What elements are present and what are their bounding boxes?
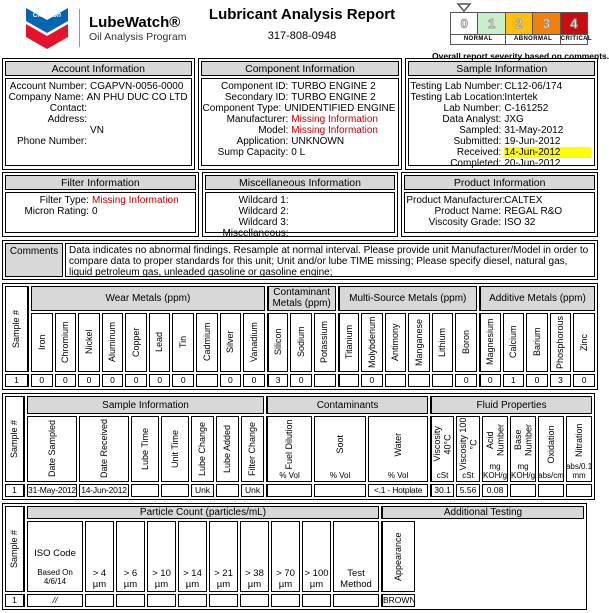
field-row (410, 92, 591, 103)
field-label: Phone Number: (17, 136, 88, 147)
field-row (203, 125, 396, 136)
value-micron-4 (85, 594, 114, 607)
metal-value-cell: 0 (479, 374, 501, 387)
field-label: Account Number: (9, 81, 88, 92)
severity-level-4: 4 (560, 13, 587, 34)
metal-column-header: Vanadium (243, 313, 265, 372)
field-row (406, 217, 591, 228)
value-lube-added (216, 484, 239, 497)
field-row (7, 206, 192, 217)
metal-value-cell (408, 374, 430, 387)
field-value: JXG (504, 114, 524, 125)
group-header-additive-metals: Additive Metals (ppm) (479, 286, 595, 311)
field-label: Manufacturer: (226, 114, 289, 125)
field-value (292, 195, 392, 206)
field-row (410, 81, 591, 92)
panel-body (201, 78, 400, 166)
chevron-logo-icon (24, 7, 70, 49)
field-label: Sampled: (459, 125, 502, 136)
panel-title: Component Information (201, 61, 400, 76)
field-label: Testing Lab Location: (410, 92, 505, 103)
particle-column-header-row (5, 521, 584, 592)
metal-column-header: Calcium (503, 313, 525, 372)
field-value: UNKNOWN (291, 136, 345, 147)
field-row (406, 206, 591, 217)
value-date-received: 14-Jun-2012 (79, 484, 129, 497)
sample-number-header: Sample # (5, 286, 29, 372)
field-value: CL12-06/174 (504, 81, 563, 92)
column-header-micron-10: > 10 µm (147, 521, 176, 592)
metal-column-header: Antimony (385, 313, 407, 372)
metal-column-header: Iron (31, 313, 53, 372)
metal-value-cell (196, 374, 218, 387)
field-label: Received: (456, 147, 502, 158)
report-number: 317-808-0948 (267, 30, 337, 42)
metal-value-cell: 0 (455, 374, 477, 387)
value-test-method (333, 594, 379, 607)
value-soot (314, 484, 366, 497)
field-label: Filter Type: (39, 195, 89, 206)
field-row (7, 92, 188, 103)
column-header-viscosity-100: Viscosity 100 °C cSt (456, 416, 480, 482)
metal-value-cell: 0 (172, 374, 194, 387)
field-value: AN PHU DUC CO LTD (86, 92, 188, 103)
column-header-lube-added: Lube Added (216, 416, 239, 482)
report-header (2, 2, 609, 61)
value-viscosity-40: 30.1 (430, 484, 454, 497)
metal-column-header: Titanium (338, 313, 360, 372)
field-label: Product Name: (434, 206, 502, 217)
metal-value-cell: 0 (526, 374, 548, 387)
severity-caption: Overall report severity based on comments. (432, 51, 609, 61)
column-header-micron-6: > 6 µm (116, 521, 145, 592)
column-header-acid-number: Acid Number mg KOH/g (482, 416, 508, 482)
field-row (203, 103, 396, 114)
metal-value-cell: 0 (243, 374, 265, 387)
metal-value-cell: 0 (125, 374, 147, 387)
field-label: Submitted: (453, 136, 502, 147)
metal-value-cell: 0 (361, 374, 383, 387)
value-lube-time (131, 484, 159, 497)
column-header-date-sampled: Date Sampled (27, 416, 77, 482)
value-nitration (566, 484, 592, 497)
field-value-highlighted: 14-Jun-2012 (504, 147, 591, 158)
field-label (7, 125, 90, 136)
field-row (203, 147, 396, 158)
metals-group-header-row (5, 286, 595, 311)
comments-text: Data indicates no abnormal findings. Resample at normal interval. Please provide unit Manufacturer/Model in order to compare data to proper standards for this unit; Unit and/or lube TIME missing; Please specify diesel, natural gas, liquid petroleum gas, unleaded gasoline or gasoline engine; (65, 243, 595, 277)
field-label: Component Type: (202, 103, 282, 114)
panel-body (5, 192, 196, 233)
page-title: Lubricant Analysis Report (208, 6, 396, 23)
field-value: TURBO ENGINE 2 (291, 92, 376, 103)
field-value (90, 103, 188, 114)
severity-band-normal: NORMAL (463, 36, 493, 42)
field-label: Data Analyst: (442, 114, 502, 125)
particle-count-table (2, 503, 587, 610)
field-label: Model: (258, 125, 289, 136)
column-header-iso-code: ISO Code Based On 4/6/14 (27, 521, 83, 592)
value-viscosity-100: 5.56 (456, 484, 480, 497)
brand-divider (79, 9, 80, 47)
severity-level-3: 3 (532, 13, 559, 34)
field-value: CALTEX (504, 195, 543, 206)
metal-column-header: Nickel (78, 313, 100, 372)
column-header-test-method: Test Method (333, 521, 379, 592)
column-header-date-received: Date Received (79, 416, 129, 482)
column-header-unit-time: Unit Time (161, 416, 189, 482)
group-header-contaminants: Contaminants (266, 396, 428, 414)
metal-column-header: Copper (125, 313, 147, 372)
component-information-panel (198, 58, 403, 170)
metal-value-cell: 0 (31, 374, 53, 387)
metal-value-cell: 0 (220, 374, 242, 387)
column-header-oxidation: Oxidation abs/cm (538, 416, 564, 482)
metal-column-header: Potassium (314, 313, 336, 372)
value-iso-code: // (27, 594, 83, 607)
field-row (207, 206, 392, 217)
value-micron-14 (178, 594, 207, 607)
value-base-number (510, 484, 536, 497)
field-label: Sump Capacity: (217, 147, 289, 158)
field-label: Secondary ID: (224, 92, 289, 103)
severity-boxes (450, 12, 588, 35)
metal-value-cell: 0 (78, 374, 100, 387)
column-header-micron-14: > 14 µm (178, 521, 207, 592)
value-fuel-dilution (266, 484, 312, 497)
field-value: ISO 32 (504, 217, 536, 228)
field-row (410, 125, 591, 136)
value-unit-time (161, 484, 189, 497)
metal-column-header: Cadmium (196, 313, 218, 372)
field-label: Viscosity Grade: (428, 217, 502, 228)
metal-column-header: Zinc (573, 313, 595, 372)
metal-column-header: Sodium (290, 313, 312, 372)
field-value-missing: Missing Information (91, 195, 179, 206)
filter-information-panel (2, 172, 199, 237)
field-value: CGAPVN-0056-0000 (90, 81, 184, 92)
severity-scale (432, 3, 609, 61)
sample-information-panel (405, 58, 598, 170)
field-value: VN (90, 125, 104, 136)
sample-number-cell: 1 (5, 374, 29, 387)
field-value-missing: Missing Information (291, 125, 378, 136)
field-row (7, 103, 188, 114)
metal-value-cell: 0 (290, 374, 312, 387)
metal-value-cell: 1 (503, 374, 525, 387)
column-header-nitration: Nitration abs/0.1 mm (566, 416, 592, 482)
sample-number-cell: 1 (5, 594, 25, 607)
severity-pointer-icon (456, 3, 472, 12)
column-header-appearance: Appearance (381, 521, 415, 592)
metal-value-cell (385, 374, 407, 387)
column-header-micron-100: > 100 µm (302, 521, 331, 592)
metal-column-header: Molybdenum (361, 313, 383, 372)
field-value (90, 136, 188, 147)
chevron-logo-text: Chevron (32, 12, 62, 19)
severity-level-0: 0 (451, 13, 477, 34)
sample-number-cell: 1 (5, 484, 25, 497)
field-value (292, 206, 392, 217)
field-label: Completed: (450, 158, 502, 169)
field-row (203, 114, 396, 125)
metal-column-header: Barium (526, 313, 548, 372)
field-row (207, 195, 392, 206)
sample-column-header-row (5, 416, 592, 482)
panel-body (205, 192, 396, 239)
severity-band-labels (450, 35, 592, 45)
field-value: REGAL R&O (504, 206, 563, 217)
field-row (7, 125, 188, 136)
field-row (7, 81, 188, 92)
info-panels-row-2 (2, 172, 598, 237)
group-header-additional-testing: Additional Testing (381, 506, 584, 519)
severity-band-critical: CRITICAL (560, 36, 592, 42)
sample-group-header-row (5, 396, 592, 414)
metal-column-header: Lead (149, 313, 171, 372)
additional-testing-empty-area (417, 521, 584, 607)
column-header-lube-time: Lube Time (131, 416, 159, 482)
field-value: Intertek (504, 92, 538, 103)
column-header-filter-change: Filter Change (241, 416, 264, 482)
field-row (207, 217, 392, 228)
column-header-fuel-dilution: Fuel Dilution % Vol (266, 416, 312, 482)
particle-group-header-row (5, 506, 584, 519)
value-micron-38 (240, 594, 269, 607)
column-header-water: Water % Vol (368, 416, 428, 482)
info-panels-row-1 (2, 58, 598, 170)
field-label: Testing Lab Number: (410, 81, 503, 92)
value-oxidation (538, 484, 564, 497)
title-block (152, 6, 452, 42)
value-micron-70 (271, 594, 300, 607)
value-date-sampled: 31-May-2012 (28, 485, 76, 495)
field-value: UNIDENTIFIED ENGINE (284, 103, 396, 114)
value-lube-change: Unk (191, 484, 214, 497)
metal-column-header: Magnesium (479, 313, 501, 372)
field-row (203, 136, 396, 147)
field-label: Wildcard 1: (238, 195, 289, 206)
field-value (90, 114, 188, 125)
value-micron-10 (147, 594, 176, 607)
field-value: 31-May-2012 (504, 125, 564, 136)
column-header-soot: Soot % Vol (314, 416, 366, 482)
value-micron-21 (209, 594, 238, 607)
value-water: <.1 - Hotplate (368, 484, 428, 497)
group-header-sample-information: Sample Information (27, 396, 264, 414)
metal-column-header: Silicon (267, 313, 289, 372)
metal-value-cell: 0 (149, 374, 171, 387)
brand-name: LubeWatch® (89, 13, 181, 31)
field-value (292, 228, 392, 239)
metal-column-header: Phosphorous (550, 313, 572, 372)
metals-data-row (5, 374, 595, 387)
miscellaneous-information-panel (202, 172, 399, 237)
value-appearance: BROWN (383, 595, 416, 605)
metal-value-cell: 0 (55, 374, 77, 387)
field-label: Wildcard 2: (238, 206, 289, 217)
value-acid-number: 0.08 (482, 484, 508, 497)
group-header-fluid-properties: Fluid Properties (430, 396, 592, 414)
column-header-micron-21: > 21 µm (209, 521, 238, 592)
column-header-lube-change: Lube Change (191, 416, 214, 482)
field-label: Wildcard 3: (238, 217, 289, 228)
metal-value-cell (338, 374, 360, 387)
column-header-base-number: Base Number mg KOH/g (510, 416, 536, 482)
panel-body (404, 192, 595, 233)
field-row (410, 147, 591, 158)
metal-column-header: Aluminum (102, 313, 124, 372)
metal-column-header: Lithium (432, 313, 454, 372)
field-label: Miscellaneous: (222, 228, 289, 239)
comments-label: Comments (5, 243, 63, 277)
severity-band-abnormal: ABNORMAL (505, 35, 559, 44)
panel-body (408, 78, 595, 169)
field-row (410, 158, 591, 169)
metal-value-cell: 0 (573, 374, 595, 387)
severity-level-2: 2 (505, 13, 532, 34)
field-label: Address: (47, 114, 88, 125)
account-information-panel (2, 58, 195, 170)
metal-value-cell: 3 (267, 374, 289, 387)
field-label: Company Name: (8, 92, 84, 103)
field-label: Component ID: (221, 81, 289, 92)
comments-section (2, 240, 598, 280)
field-label: Micron Rating: (24, 206, 89, 217)
group-header-wear-metals: Wear Metals (ppm) (31, 286, 265, 311)
metal-value-cell: 0 (102, 374, 124, 387)
field-row (410, 114, 591, 125)
column-header-viscosity-40: Viscosity 40°C cSt (430, 416, 454, 482)
column-header-micron-38: > 38 µm (240, 521, 269, 592)
panel-title: Product Information (404, 175, 595, 190)
value-micron-6 (116, 594, 145, 607)
sample-number-header: Sample # (5, 506, 25, 592)
field-row (410, 136, 591, 147)
brand-subtitle: Oil Analysis Program (89, 30, 187, 43)
field-row (410, 103, 591, 114)
sample-number-header: Sample # (5, 396, 25, 482)
field-row (7, 195, 192, 206)
field-value (292, 217, 392, 228)
metal-value-cell: 3 (550, 374, 572, 387)
metal-value-cell (432, 374, 454, 387)
field-value: C-161252 (504, 103, 549, 114)
product-information-panel (401, 172, 598, 237)
field-value: 0 L (291, 147, 306, 158)
metal-column-header: Boron (455, 313, 477, 372)
field-row (406, 195, 591, 206)
metals-table (2, 283, 598, 390)
field-row (203, 81, 396, 92)
value-filter-change: Unk (241, 484, 264, 497)
metals-column-header-row (5, 313, 595, 372)
metal-column-header: Manganese (408, 313, 430, 372)
column-header-micron-4: > 4 µm (85, 521, 114, 592)
field-label: Contact: (49, 103, 88, 114)
field-row (7, 114, 188, 125)
panel-title: Account Information (5, 61, 192, 76)
metal-column-header: Silver (220, 313, 242, 372)
field-row (7, 136, 188, 147)
panel-title: Miscellaneous Information (205, 175, 396, 190)
panel-title: Sample Information (408, 61, 595, 76)
panel-title: Filter Information (5, 175, 196, 190)
metal-column-header: Tin (172, 313, 194, 372)
field-row (207, 228, 392, 239)
severity-level-1: 1 (477, 13, 504, 34)
field-row (203, 92, 396, 103)
field-value: 20-Jun-2012 (504, 158, 561, 169)
field-label: Application: (236, 136, 289, 147)
sample-data-row (5, 484, 592, 497)
metal-value-cell (314, 374, 336, 387)
field-label: Product Manufacturer: (406, 195, 506, 206)
sample-properties-table (2, 393, 595, 500)
value-micron-100 (302, 594, 331, 607)
field-value: 0 (91, 206, 98, 217)
field-value: TURBO ENGINE 2 (291, 81, 376, 92)
metal-column-header: Chromium (55, 313, 77, 372)
group-header-particle-count: Particle Count (particles/mL) (27, 506, 379, 519)
group-header-multi-source-metals: Multi-Source Metals (ppm) (338, 286, 477, 311)
field-value-missing: Missing Information (291, 114, 378, 125)
field-value: 19-Jun-2012 (504, 136, 561, 147)
group-header-contaminant-metals: Contaminant Metals (ppm) (267, 286, 336, 311)
field-label: Lab Number: (443, 103, 502, 114)
column-header-micron-70: > 70 µm (271, 521, 300, 592)
panel-body (5, 78, 192, 166)
